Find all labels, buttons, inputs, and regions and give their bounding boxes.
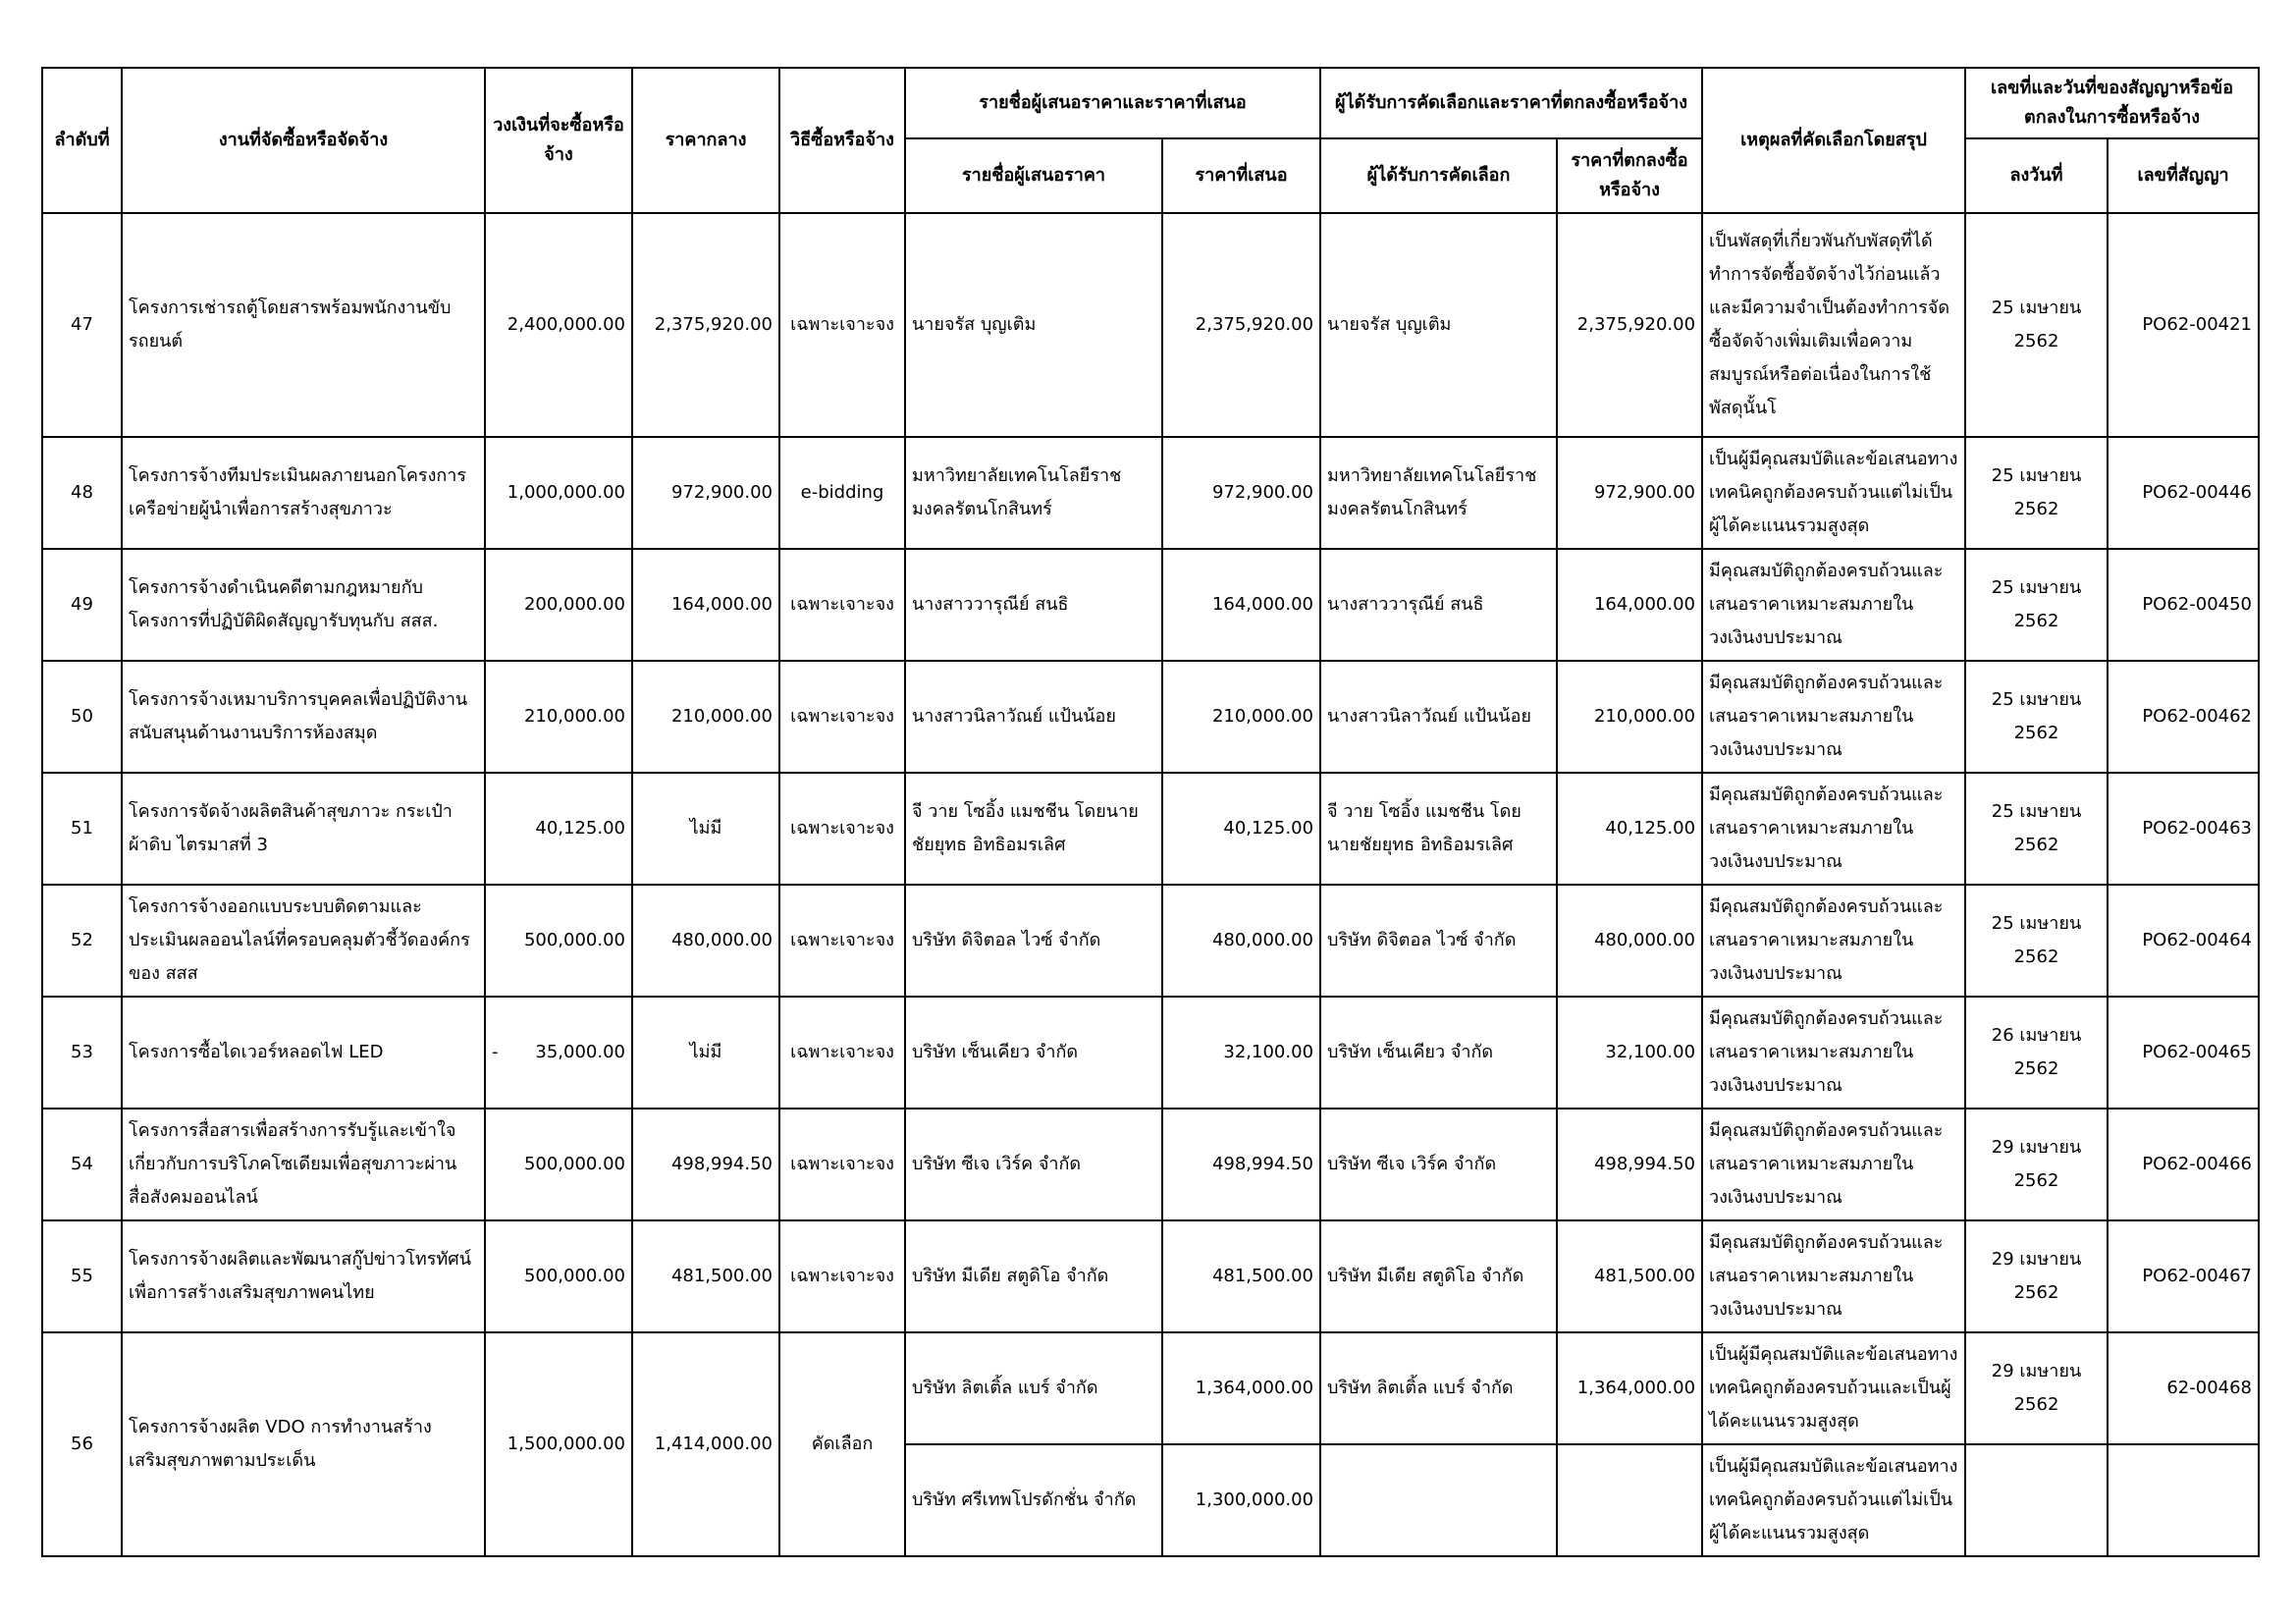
row-budget-cell [485, 997, 632, 1109]
row-no: 50 [42, 661, 122, 773]
row-agreed: 210,000.00 [1557, 661, 1702, 773]
row-median: 164,000.00 [632, 549, 779, 661]
row-agreed: 481,500.00 [1557, 1220, 1702, 1332]
row-date: 25 เมษายน 2562 [1965, 437, 2108, 549]
row-agreed: 498,994.50 [1557, 1109, 1702, 1220]
header-date: ลงวันที่ [1965, 138, 2108, 213]
row-no: 47 [42, 213, 122, 437]
row-winner: บริษัท มีเดีย สตูดิโอ จำกัด [1320, 1220, 1557, 1332]
row-winner: นางสาวนิลาวัณย์ แป้นน้อย [1320, 661, 1557, 773]
row-bidder: บริษัท ศรีเทพโปรดักชั่น จำกัด [905, 1444, 1162, 1556]
row-winner: มหาวิทยาลัยเทคโนโลยีราชมงคลรัตนโกสินทร์ [1320, 437, 1557, 549]
row-contract: PO62-00462 [2108, 661, 2259, 773]
row-no: 49 [42, 549, 122, 661]
row-budget: 500,000.00 [485, 1109, 632, 1220]
row-method: เฉพาะเจาะจง [779, 997, 905, 1109]
row-date: 29 เมษายน 2562 [1965, 1332, 2108, 1444]
row-reason: มีคุณสมบัติถูกต้องครบถ้วนและเสนอราคาเหมาะสมภายในวงเงินงบประมาณ [1702, 549, 1965, 661]
row-task: โครงการสื่อสารเพื่อสร้างการรับรู้และเข้าใจเกี่ยวกับการบริโภคโซเดียมเพื่อสุขภาวะผ่านสื่อสังคมออนไลน์ [122, 1109, 485, 1220]
row-reason: มีคุณสมบัติถูกต้องครบถ้วนและเสนอราคาเหมาะสมภายในวงเงินงบประมาณ [1702, 1220, 1965, 1332]
row-no: 56 [42, 1332, 122, 1556]
row-contract: 62-00468 [2108, 1332, 2259, 1444]
row-bid: 210,000.00 [1162, 661, 1320, 773]
row-bid: 498,994.50 [1162, 1109, 1320, 1220]
row-bid: 480,000.00 [1162, 885, 1320, 997]
row-bidder: นายจรัส บุญเติม [905, 213, 1162, 437]
row-method: คัดเลือก [779, 1332, 905, 1556]
row-median: 1,414,000.00 [632, 1332, 779, 1556]
row-no: 53 [42, 997, 122, 1109]
row-method: e-bidding [779, 437, 905, 549]
procurement-table [41, 67, 2260, 1557]
header-bid-price: ราคาที่เสนอ [1162, 138, 1320, 213]
row-reason: มีคุณสมบัติถูกต้องครบถ้วนและเสนอราคาเหมาะสมภายในวงเงินงบประมาณ [1702, 885, 1965, 997]
row-date: 29 เมษายน 2562 [1965, 1220, 2108, 1332]
row-date-empty [1965, 1444, 2108, 1556]
row-budget: 1,500,000.00 [485, 1332, 632, 1556]
row-median: 480,000.00 [632, 885, 779, 997]
row-median: 2,375,920.00 [632, 213, 779, 437]
header-agreed-price: ราคาที่ตกลงซื้อหรือจ้าง [1557, 138, 1702, 213]
header-budget: วงเงินที่จะซื้อหรือจ้าง [485, 68, 632, 213]
row-method: เฉพาะเจาะจง [779, 549, 905, 661]
row-winner-empty [1320, 1444, 1557, 1556]
row-budget: 35,000.00 [535, 1042, 625, 1062]
row-date: 26 เมษายน 2562 [1965, 997, 2108, 1109]
row-bid: 32,100.00 [1162, 997, 1320, 1109]
header-method: วิธีซื้อหรือจ้าง [779, 68, 905, 213]
header-reason: เหตุผลที่คัดเลือกโดยสรุป [1702, 68, 1965, 213]
row-agreed: 2,375,920.00 [1557, 213, 1702, 437]
row-reason: มีคุณสมบัติถูกต้องครบถ้วนและเสนอราคาเหมาะสมภายในวงเงินงบประมาณ [1702, 661, 1965, 773]
row-date: 29 เมษายน 2562 [1965, 1109, 2108, 1220]
table-row [42, 773, 2259, 885]
row-reason: เป็นผู้มีคุณสมบัติและข้อเสนอทางเทคนิคถูกต้องครบถ้วนแต่ไม่เป็นผู้ได้คะแนนรวมสูงสุด [1702, 1444, 1965, 1556]
row-winner: นายจรัส บุญเติม [1320, 213, 1557, 437]
row-contract: PO62-00450 [2108, 549, 2259, 661]
row-task: โครงการจ้างเหมาบริการบุคคลเพื่อปฏิบัติงานสนับสนุนด้านงานบริการห้องสมุด [122, 661, 485, 773]
row-reason: เป็นพัสดุที่เกี่ยวพันกับพัสดุที่ได้ทำการจัดซื้อจัดจ้างไว้ก่อนแล้วและมีความจำเป็นต้องทำการจัดซื้อจัดจ้างเพิ่มเติมเพื่อความสมบูรณ์หรือต่อเนื่องในการใช้พัสดุนั้นโ [1702, 213, 1965, 437]
header-median: ราคากลาง [632, 68, 779, 213]
row-method: เฉพาะเจาะจง [779, 1109, 905, 1220]
row-contract: PO62-00467 [2108, 1220, 2259, 1332]
row-contract: PO62-00465 [2108, 997, 2259, 1109]
table-row [42, 1332, 2259, 1444]
row-agreed: 40,125.00 [1557, 773, 1702, 885]
row-reason: มีคุณสมบัติถูกต้องครบถ้วนและเสนอราคาเหมาะสมภายในวงเงินงบประมาณ [1702, 1109, 1965, 1220]
row-task: โครงการจ้างออกแบบระบบติดตามและประเมินผลออนไลน์ที่ครอบคลุมตัวชี้วัดองค์กรของ สสส [122, 885, 485, 997]
row-bidder: บริษัท ลิตเติ้ล แบร์ จำกัด [905, 1332, 1162, 1444]
row-bidder: จี วาย โซอิ้ง แมชชีน โดยนายชัยยุทธ อิทธิอมรเลิศ [905, 773, 1162, 885]
row-reason: เป็นผู้มีคุณสมบัติและข้อเสนอทางเทคนิคถูกต้องครบถ้วนและเป็นผู้ได้คะแนนรวมสูงสุด [1702, 1332, 1965, 1444]
row-task: โครงการจัดจ้างผลิตสินค้าสุขภาวะ กระเป๋าผ้าดิบ ไตรมาสที่ 3 [122, 773, 485, 885]
header-bidders-group: รายชื่อผู้เสนอราคาและราคาที่เสนอ [905, 68, 1320, 138]
row-bid: 164,000.00 [1162, 549, 1320, 661]
header-contract-no: เลขที่สัญญา [2108, 138, 2259, 213]
table-row [42, 661, 2259, 773]
table-row [42, 885, 2259, 997]
row-bidder: บริษัท มีเดีย สตูดิโอ จำกัด [905, 1220, 1162, 1332]
row-budget: 200,000.00 [485, 549, 632, 661]
table-row [42, 549, 2259, 661]
table-row [42, 213, 2259, 437]
row-bid: 481,500.00 [1162, 1220, 1320, 1332]
row-no: 51 [42, 773, 122, 885]
row-contract: PO62-00421 [2108, 213, 2259, 437]
row-method: เฉพาะเจาะจง [779, 1220, 905, 1332]
row-method: เฉพาะเจาะจง [779, 213, 905, 437]
header-winner-name: ผู้ได้รับการคัดเลือก [1320, 138, 1557, 213]
row-task: โครงการจ้างดำเนินคดีตามกฎหมายกับโครงการที่ปฏิบัติผิดสัญญารับทุนกับ สสส. [122, 549, 485, 661]
row-reason: มีคุณสมบัติถูกต้องครบถ้วนและเสนอราคาเหมาะสมภายในวงเงินงบประมาณ [1702, 997, 1965, 1109]
row-agreed-empty [1557, 1444, 1702, 1556]
row-reason: มีคุณสมบัติถูกต้องครบถ้วนและเสนอราคาเหมาะสมภายในวงเงินงบประมาณ [1702, 773, 1965, 885]
row-agreed: 480,000.00 [1557, 885, 1702, 997]
row-bidder: บริษัท เซ็นเคียว จำกัด [905, 997, 1162, 1109]
row-date: 25 เมษายน 2562 [1965, 213, 2108, 437]
row-bidder: มหาวิทยาลัยเทคโนโลยีราชมงคลรัตนโกสินทร์ [905, 437, 1162, 549]
table-row [42, 1109, 2259, 1220]
header-bidder-name: รายชื่อผู้เสนอราคา [905, 138, 1162, 213]
row-bidder: บริษัท ดิจิตอล ไวซ์ จำกัด [905, 885, 1162, 997]
row-task: โครงการจ้างทีมประเมินผลภายนอกโครงการเครือข่ายผู้นำเพื่อการสร้างสุขภาวะ [122, 437, 485, 549]
row-budget: 2,400,000.00 [485, 213, 632, 437]
row-date: 25 เมษายน 2562 [1965, 661, 2108, 773]
row-median: 972,900.00 [632, 437, 779, 549]
row-agreed: 164,000.00 [1557, 549, 1702, 661]
row-contract-empty [2108, 1444, 2259, 1556]
row-bidder: บริษัท ซีเจ เวิร์ค จำกัด [905, 1109, 1162, 1220]
row-winner: บริษัท ลิตเติ้ล แบร์ จำกัด [1320, 1332, 1557, 1444]
row-winner: จี วาย โซอิ้ง แมชชีน โดยนายชัยยุทธ อิทธิอมรเลิศ [1320, 773, 1557, 885]
row-median: 498,994.50 [632, 1109, 779, 1220]
row-contract: PO62-00466 [2108, 1109, 2259, 1220]
row-budget: 500,000.00 [485, 885, 632, 997]
row-median: ไม่มี [632, 773, 779, 885]
row-task: โครงการเช่ารถตู้โดยสารพร้อมพนักงานขับรถยนต์ [122, 213, 485, 437]
row-agreed: 972,900.00 [1557, 437, 1702, 549]
budget-dash: - [492, 1042, 499, 1062]
row-task: โครงการซื้อไดเวอร์หลอดไฟ LED [122, 997, 485, 1109]
header-contract-group: เลขที่และวันที่ของสัญญาหรือข้อตกลงในการซื้อหรือจ้าง [1965, 68, 2259, 138]
row-budget: 1,000,000.00 [485, 437, 632, 549]
row-median: 210,000.00 [632, 661, 779, 773]
row-no: 55 [42, 1220, 122, 1332]
row-method: เฉพาะเจาะจง [779, 885, 905, 997]
row-agreed: 32,100.00 [1557, 997, 1702, 1109]
header-winner-group: ผู้ได้รับการคัดเลือกและราคาที่ตกลงซื้อหรือจ้าง [1320, 68, 1702, 138]
row-method: เฉพาะเจาะจง [779, 661, 905, 773]
table-row [42, 997, 2259, 1109]
row-method: เฉพาะเจาะจง [779, 773, 905, 885]
row-reason: เป็นผู้มีคุณสมบัติและข้อเสนอทางเทคนิคถูกต้องครบถ้วนแต่ไม่เป็นผู้ได้คะแนนรวมสูงสุด [1702, 437, 1965, 549]
row-winner: บริษัท ดิจิตอล ไวซ์ จำกัด [1320, 885, 1557, 997]
table-row [42, 437, 2259, 549]
row-date: 25 เมษายน 2562 [1965, 885, 2108, 997]
row-no: 52 [42, 885, 122, 997]
row-task: โครงการจ้างผลิตและพัฒนาสกู๊ปข่าวโทรทัศน์เพื่อการสร้างเสริมสุขภาพคนไทย [122, 1220, 485, 1332]
row-winner: บริษัท ซีเจ เวิร์ค จำกัด [1320, 1109, 1557, 1220]
header-task: งานที่จัดซื้อหรือจัดจ้าง [122, 68, 485, 213]
row-bid: 2,375,920.00 [1162, 213, 1320, 437]
row-contract: PO62-00464 [2108, 885, 2259, 997]
row-bid: 972,900.00 [1162, 437, 1320, 549]
row-task: โครงการจ้างผลิต VDO การทำงานสร้างเสริมสุขภาพตามประเด็น [122, 1332, 485, 1556]
table-row [42, 1220, 2259, 1332]
row-budget: 40,125.00 [485, 773, 632, 885]
row-contract: PO62-00446 [2108, 437, 2259, 549]
row-agreed: 1,364,000.00 [1557, 1332, 1702, 1444]
row-bidder: นางสาวนิลาวัณย์ แป้นน้อย [905, 661, 1162, 773]
row-no: 48 [42, 437, 122, 549]
row-no: 54 [42, 1109, 122, 1220]
row-winner: บริษัท เซ็นเคียว จำกัด [1320, 997, 1557, 1109]
row-date: 25 เมษายน 2562 [1965, 773, 2108, 885]
header-no: ลำดับที่ [42, 68, 122, 213]
row-budget: 210,000.00 [485, 661, 632, 773]
row-median: ไม่มี [632, 997, 779, 1109]
row-date: 25 เมษายน 2562 [1965, 549, 2108, 661]
row-bid: 1,364,000.00 [1162, 1332, 1320, 1444]
row-bidder: นางสาววารุณีย์ สนธิ [905, 549, 1162, 661]
row-contract: PO62-00463 [2108, 773, 2259, 885]
row-budget: 500,000.00 [485, 1220, 632, 1332]
row-bid: 1,300,000.00 [1162, 1444, 1320, 1556]
row-winner: นางสาววารุณีย์ สนธิ [1320, 549, 1557, 661]
row-median: 481,500.00 [632, 1220, 779, 1332]
row-bid: 40,125.00 [1162, 773, 1320, 885]
